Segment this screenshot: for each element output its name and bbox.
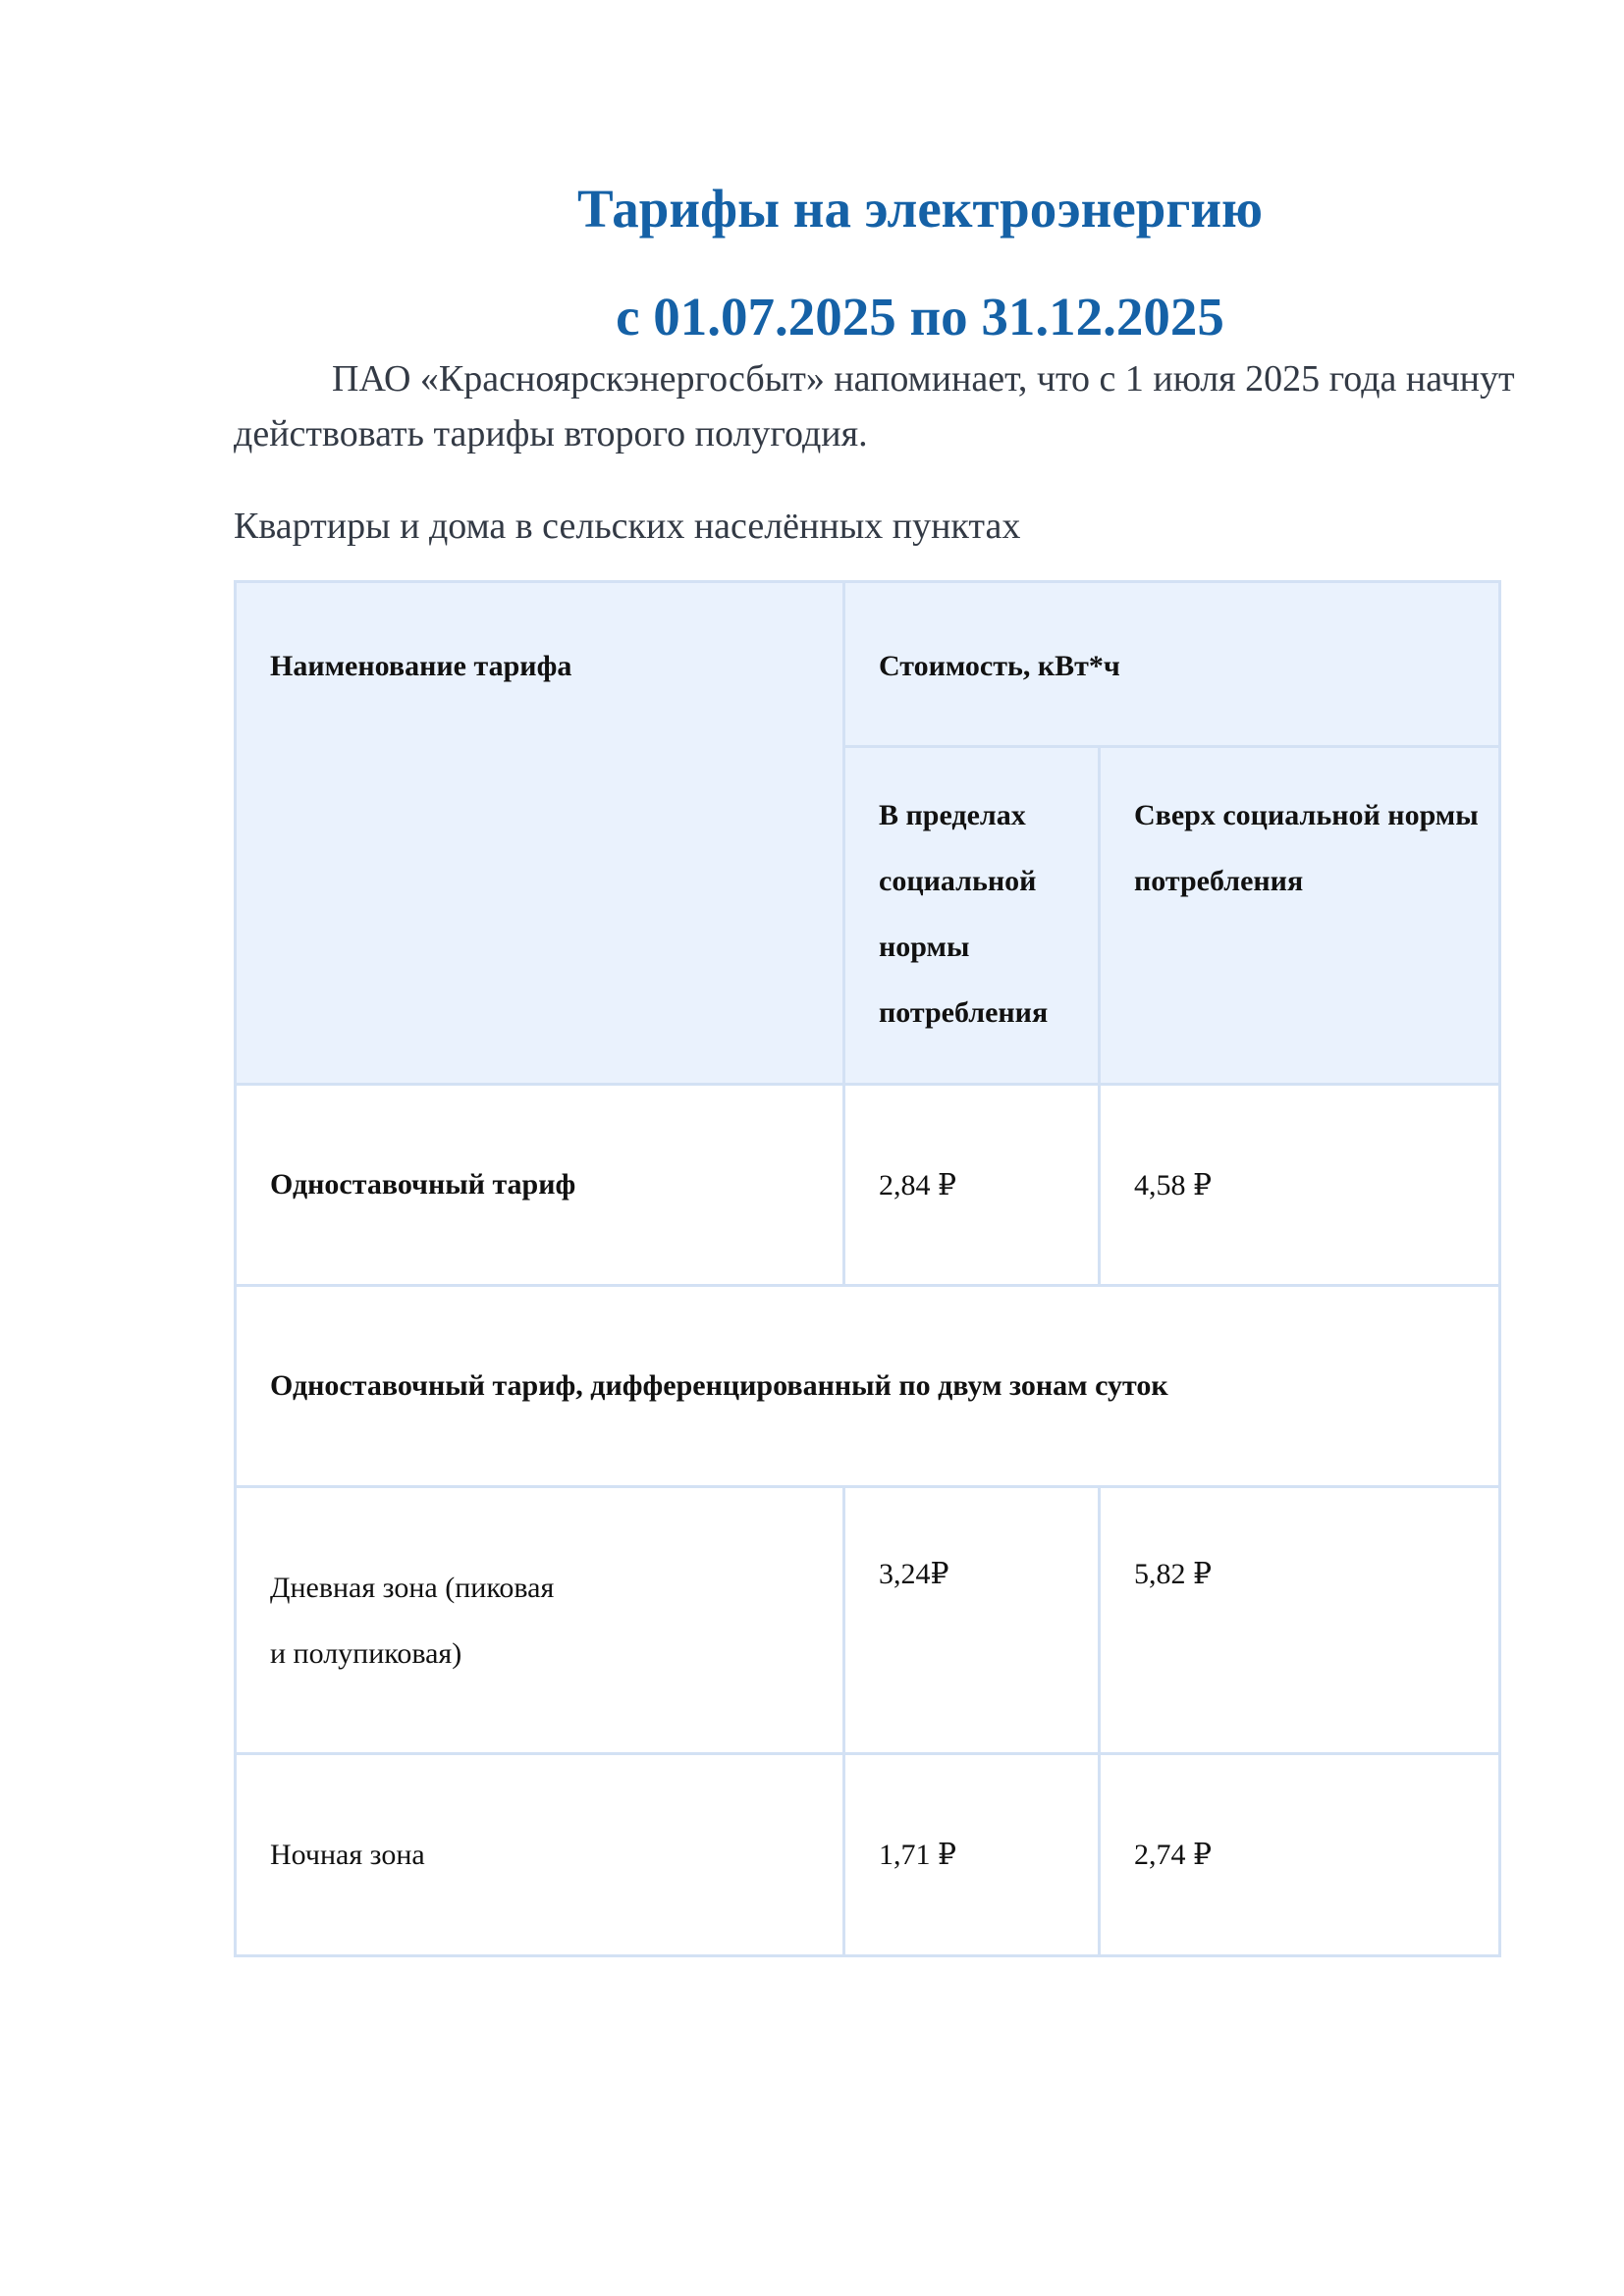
night-zone-label: Ночная зона — [236, 1754, 844, 1956]
section-heading: Квартиры и дома в сельских населённых пунктах — [234, 506, 1021, 547]
header-cost: Стоимость, кВт*ч — [844, 582, 1500, 747]
intro-paragraph — [234, 351, 1530, 461]
single-rate-above: 4,58 ₽ — [1100, 1085, 1500, 1286]
night-zone-within: 1,71 ₽ — [844, 1754, 1100, 1956]
page-title — [0, 155, 1624, 371]
title-line-1: Тарифы на электроэнергию — [576, 179, 1264, 239]
night-zone-above: 2,74 ₽ — [1100, 1754, 1500, 1956]
header-within-norm: В пределах социальной нормы потребления — [844, 747, 1100, 1085]
single-rate-label: Одноставочный тариф — [236, 1085, 844, 1286]
table-row — [236, 1754, 1500, 1956]
day-zone-label-line-2: и полупиковая) — [270, 1636, 462, 1670]
header-above-norm: Сверх социальной нормы потребления — [1100, 747, 1500, 1085]
day-zone-label-line-1: Дневная зона (пиковая — [270, 1571, 555, 1604]
single-rate-within: 2,84 ₽ — [844, 1085, 1100, 1286]
two-zone-heading: Одноставочный тариф, дифференцированный по двум зонам суток — [236, 1286, 1500, 1487]
day-zone-within: 3,24₽ — [844, 1487, 1100, 1754]
day-zone-above: 5,82 ₽ — [1100, 1487, 1500, 1754]
header-tariff-name: Наименование тарифа — [236, 582, 844, 1085]
table-row — [236, 1085, 1500, 1286]
table-row — [236, 1286, 1500, 1487]
day-zone-label — [236, 1487, 844, 1754]
intro-text: ПАО «Красноярскэнергосбыт» напоминает, что с 1 июля 2025 года начнут действовать тарифы второго полугодия. — [234, 358, 1515, 454]
table-row — [236, 1487, 1500, 1754]
tariff-table — [234, 580, 1501, 1957]
title-line-2: с 01.07.2025 по 31.12.2025 — [616, 287, 1224, 347]
